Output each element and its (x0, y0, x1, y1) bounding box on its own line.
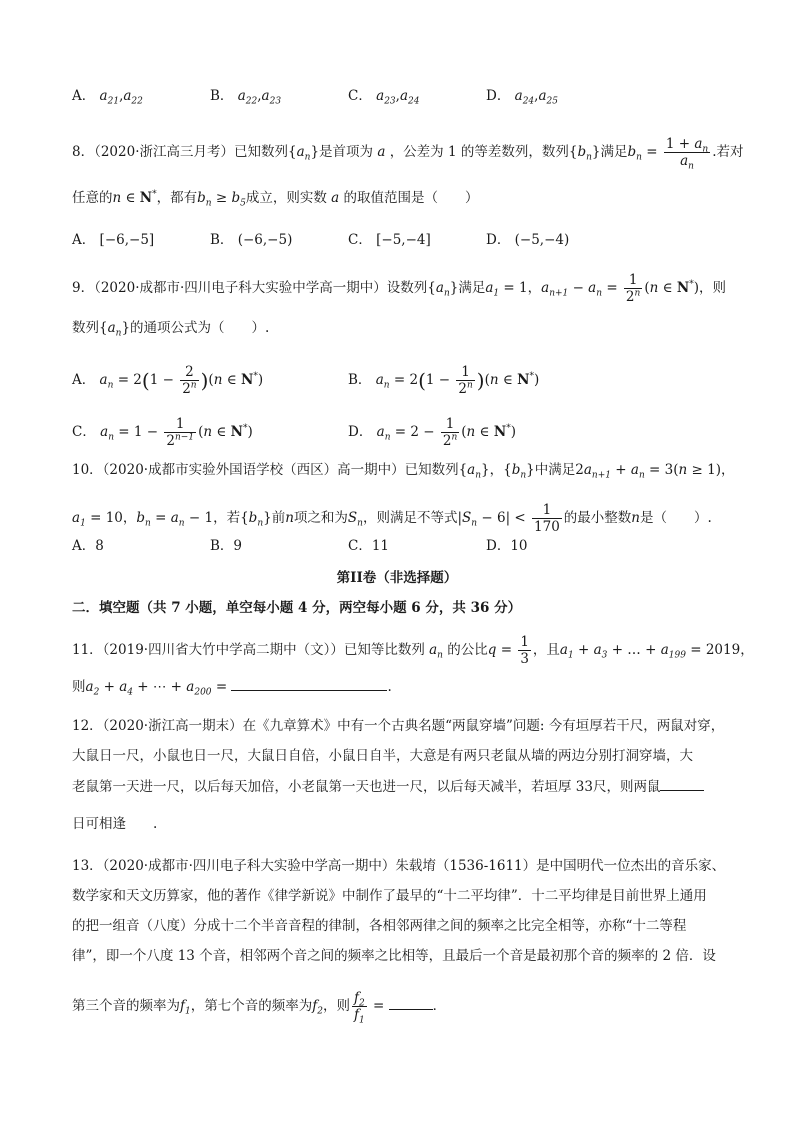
q12-line-1: 12．（2020·浙江高一期末）在《九章算术》中有一个古典名题“两鼠穿墙”问题: 今有垣厚若干尺，两鼠对穿， (72, 718, 725, 734)
math-bn-def: $b_n$ = $\frac{1 + a_n}{a_n}$ (627, 136, 709, 172)
q9-text: 数列 (72, 320, 99, 336)
q10-line-2 (72, 502, 734, 535)
q11-line-2: 则$a_2 + a_4$ + ⋯ + $a_{200}$ = . (72, 676, 734, 697)
q11-text: 则 (72, 679, 86, 695)
math-seq-bn: $\{b_n\}$ (503, 462, 535, 481)
option-math: $a_{21},a_{22}$ (99, 88, 143, 107)
math-a: a (326, 190, 344, 206)
q8-option-b[interactable] (210, 230, 292, 250)
q10-text: ，则满足不等式 (362, 510, 458, 526)
math-n: n (631, 510, 640, 526)
math-Sn: $S_n$ (347, 510, 363, 529)
q10-text: 项之和为 (293, 510, 348, 526)
section-title: 第II卷（非选择题） (336, 570, 458, 586)
q8-text: 成立，则实数 (245, 190, 327, 206)
q10-option-b[interactable] (210, 536, 242, 556)
q7-option-b[interactable] (210, 86, 281, 106)
math-seq-bn: $\{b_n\}$ (568, 144, 601, 163)
q9-text: ，则 (699, 280, 727, 296)
option-math: (−5,−4) (514, 232, 570, 248)
math-a1: $a_1 = 1$ (485, 280, 528, 299)
q9-line-1 (72, 272, 734, 305)
q13-line-4: 律”，即一个八度 13 个音，相邻两个音之间的频率之比相等，且最后一个音是最初那个音的频率的 2 倍．设 (72, 948, 716, 964)
option-math: $a_n = 2(1$ − $\frac{1}{2^n}$ )(n ∈ N*) (375, 364, 540, 397)
q10-text: ， (122, 510, 137, 526)
q7-option-d[interactable] (486, 86, 558, 106)
math-odd-sum: $a_1 + a_3$ + … + $a_{199} = 2019$， (559, 642, 754, 661)
math-a1: $a_1 = 10$ (72, 510, 123, 529)
math-seq-an: $\{a_n\}$ (427, 280, 459, 299)
option-math: $a_n = 1$ − $\frac{1}{2^{n-1}}$ (n ∈ N*) (100, 416, 253, 449)
option-label: B． (210, 88, 234, 104)
answer-blank[interactable] (660, 776, 704, 791)
option-math: [−5,−4] (376, 232, 431, 248)
math-seq-an: $\{a_n\}$ (288, 144, 320, 163)
option-math: $a_{22},a_{23}$ (237, 88, 282, 107)
q9-text: 的通项公式为（ ）. (130, 320, 270, 336)
q8-text: .若对 (712, 144, 744, 160)
math-even-sum: $a_2 + a_4$ + ⋯ + $a_{200}$ = (85, 679, 228, 698)
option-label: D． (486, 88, 511, 104)
option-math: $a_n = 2$ − $\frac{1}{2^n}$ (n ∈ N*) (376, 416, 516, 449)
option-math: [−6,−5] (99, 232, 155, 248)
option-label: A． (72, 232, 96, 248)
option-label: B． (210, 232, 234, 248)
q9-text: 满足 (458, 280, 486, 296)
option-label: C．11 (348, 538, 390, 554)
q8-text: 的取值范围是（ ） (343, 190, 479, 206)
q12-text: 老鼠第一天进一尺，以后每天加倍，小老鼠第一天也进一尺，以后每天减半，若垣厚 33尺，则两鼠 (72, 779, 661, 795)
q11-text: ，且 (532, 642, 560, 658)
q8-text: 任意的 (72, 190, 113, 206)
option-label: B． (348, 372, 372, 388)
q7-option-c[interactable] (348, 86, 419, 106)
q11-text: 的公比 (447, 642, 488, 658)
q10-option-c[interactable] (348, 536, 389, 556)
option-math: $a_n = 2(1$ − $\frac{2}{2^n}$ )(n ∈ N*) (99, 364, 264, 397)
q7-option-a[interactable] (72, 86, 143, 106)
q11-text: 11．（2019·四川省大竹中学高二期中（文））已知等比数列 (72, 642, 425, 658)
q9-line-2 (72, 318, 734, 338)
q10-line-1 (72, 460, 734, 480)
q13-text: ，第七个音的频率为 (190, 998, 313, 1014)
q9-option-b[interactable] (348, 364, 539, 397)
q8-line-1 (72, 136, 744, 172)
math-seq-an: $\{a_n\}$ (458, 462, 490, 481)
q13-line-1: 13．（2020·成都市·四川电子科大实验中学高一期中）朱载堉（1536-1611）是中国明代一位杰出的音乐家、 (72, 858, 726, 874)
q9-text: 9．（2020·成都市·四川电子科大实验中学高一期中）设数列 (72, 280, 428, 296)
option-label: A． (72, 88, 96, 104)
q10-option-a[interactable] (72, 536, 104, 556)
q13-text: 第三个音的频率为 (72, 998, 180, 1014)
q12-line-3 (72, 776, 734, 797)
q10-option-d[interactable] (486, 536, 528, 556)
option-label: C． (348, 88, 372, 104)
math-an: $a_n$ (424, 642, 443, 661)
q8-text: ，都有 (156, 190, 198, 206)
q8-option-c[interactable] (348, 230, 431, 250)
q8-option-a[interactable] (72, 230, 154, 250)
math-bn-ge-b5: $b_n \ge b_5$ (197, 190, 246, 209)
q13-line-3: 的把一组音（八度）分成十二个半音音程的律制，各相邻两律之间的频率之比完全相等，亦称“十二等程 (72, 918, 687, 934)
math-q: q = $\frac{1}{3}$ (487, 634, 529, 667)
section-subtitle: 二．填空题（共 7 小题，单空每小题 4 分，两空每小题 6 分，共 36 分） (72, 600, 522, 616)
option-label: A．8 (72, 538, 104, 554)
math-recurrence: $a_{n+1} - a_n$ = $\frac{1}{2^n}$ (n ∈ N*) (541, 272, 700, 305)
q10-text: 10．（2020·成都市实验外国语学校（西区）高一期中）已知数列 (72, 462, 459, 478)
answer-blank[interactable] (389, 995, 433, 1010)
q10-text: 前 (271, 510, 286, 526)
q9-option-d[interactable] (348, 416, 516, 449)
math-n: n (285, 510, 294, 526)
option-label: C． (72, 424, 96, 440)
option-label: D． (486, 232, 511, 248)
q12-line-2: 大鼠日一尺，小鼠也日一尺，大鼠日自倍，小鼠日自半，大意是有两只老鼠从墙的两边分别打洞穿墙，大 (72, 748, 693, 764)
option-label: D．10 (486, 538, 528, 554)
option-label: D． (348, 424, 373, 440)
q8-line-2 (72, 188, 734, 208)
math-n-in-N: n ∈ N* (112, 189, 157, 206)
q13-line-2: 数学家和天文历算家，他的著作《律学新说》中制作了最早的“十二平均律”．十二平均律是目前世界上通用 (72, 888, 707, 904)
math-seq-an: $\{a_n\}$ (99, 320, 131, 339)
answer-blank[interactable] (231, 676, 387, 691)
math-ratio: $\frac{f_2}{f_1}$ = (353, 990, 385, 1026)
q8-text: ，公差为 1 的等差数列，数列 (389, 144, 569, 160)
q10-text: 是（ ）. (640, 510, 712, 526)
math-f2: $f_2$ (312, 998, 323, 1017)
q13-text: ，则 (322, 998, 350, 1014)
q13-line-5 (72, 990, 734, 1026)
q8-text: 是首项为 (319, 144, 374, 160)
option-label: A． (72, 372, 96, 388)
option-label: C． (348, 232, 372, 248)
q12-line-4: 日可相逢 . (72, 816, 158, 832)
option-label: B．9 (210, 538, 243, 554)
q8-text: 8．（2020·浙江高三月考）已知数列 (72, 144, 288, 160)
q8-option-d[interactable] (486, 230, 569, 250)
option-math: (−6,−5) (237, 232, 293, 248)
option-math: $a_{24},a_{25}$ (514, 88, 558, 107)
q9-text: ， (527, 280, 542, 296)
q11-line-1 (72, 634, 754, 667)
q9-option-a[interactable] (72, 364, 263, 397)
q10-text: 的最小整数 (563, 510, 632, 526)
math-f1: $f_1$ (180, 998, 191, 1017)
q10-text: ，若 (213, 510, 241, 526)
math-seq-bn: $\{b_n\}$ (240, 510, 272, 529)
q10-text: ， (720, 462, 735, 478)
q10-text: 中满足 (534, 462, 576, 478)
math-bn-def: $b_n = a_n - 1$ (136, 510, 214, 529)
q8-text: 满足 (600, 144, 628, 160)
math-recurrence: $2a_{n+1} + a_n = 3(n \ge 1)$ (575, 462, 721, 481)
q9-option-c[interactable] (72, 416, 253, 449)
q10-text: ， (489, 462, 504, 478)
math-a: a (373, 144, 390, 160)
math-inequality: $|S_n - 6|$ < $\frac{1}{170}$ (457, 502, 560, 535)
q13-text: ． (432, 998, 447, 1014)
option-math: $a_{23},a_{24}$ (376, 88, 420, 107)
